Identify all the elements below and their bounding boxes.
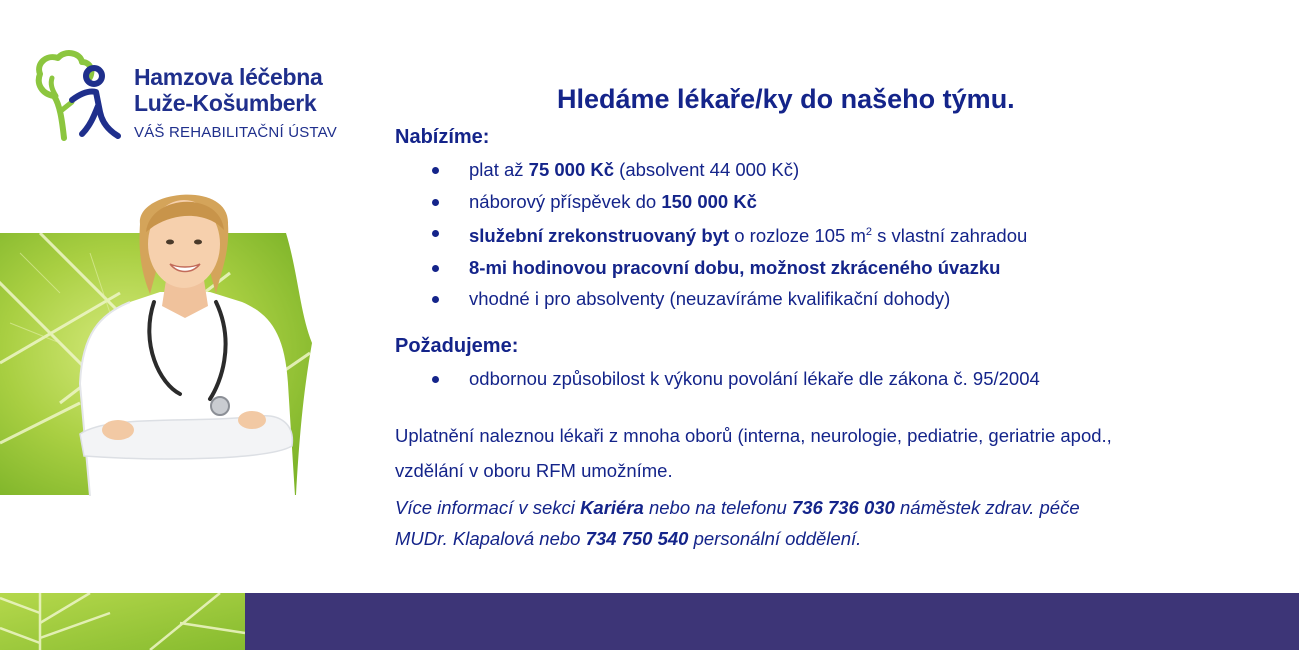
requirements-list [395, 363, 1275, 395]
logo-name-line1: Hamzova léčebna [134, 64, 323, 90]
contact-info [395, 492, 1275, 554]
logo-mark-icon [32, 50, 132, 150]
logo-text [134, 64, 337, 141]
offer-item-working-hours: 8-mi hodinovou pracovní dobu, možnost zkráceného úvazku [395, 252, 1275, 284]
offer-list [395, 154, 1275, 315]
offer-item-bonus: náborový příspěvek do 150 000 Kč [395, 186, 1275, 218]
contact-line2: MUDr. Klapalová nebo 734 750 540 personální oddělení. [395, 528, 862, 550]
logo-name-line2: Luže-Košumberk [134, 90, 317, 116]
offer-item-graduates: vhodné i pro absolventy (neuzavíráme kvalifikační dohody) [395, 283, 1275, 315]
logo [32, 50, 362, 150]
page-title: Hledáme lékaře/ky do našeho týmu. [557, 84, 1015, 114]
requirement-item: odbornou způsobilost k výkonu povolání lékaře dle zákona č. 95/2004 [395, 363, 1275, 395]
job-ad-content [395, 80, 1275, 554]
info-paragraph-line1: Uplatnění naleznou lékaři z mnoha oborů (interna, neurologie, pediatrie, geriatrie apod., [395, 425, 1112, 447]
info-paragraph-line2: vzdělání v oboru RFM umožníme. [395, 460, 673, 482]
offer-item-salary: plat až 75 000 Kč (absolvent 44 000 Kč) [395, 154, 1275, 186]
offer-item-apartment: služební zrekonstruovaný byt o rozloze 105 $m^2$ s vlastní zahradou [395, 217, 1275, 252]
contact-line1: Více informací v sekci Kariéra nebo na telefonu 736 736 030 náměstek zdrav. péče [395, 497, 1080, 519]
logo-tagline: VÁŠ REHABILITAČNÍ ÚSTAV [134, 124, 337, 141]
doctor-photo [70, 184, 305, 496]
bottom-leaf-image [0, 593, 250, 650]
requirements-section-title: Požadujeme: [395, 334, 519, 357]
offer-section-title: Nabízíme: [395, 126, 490, 148]
bottom-bar [245, 593, 1299, 650]
